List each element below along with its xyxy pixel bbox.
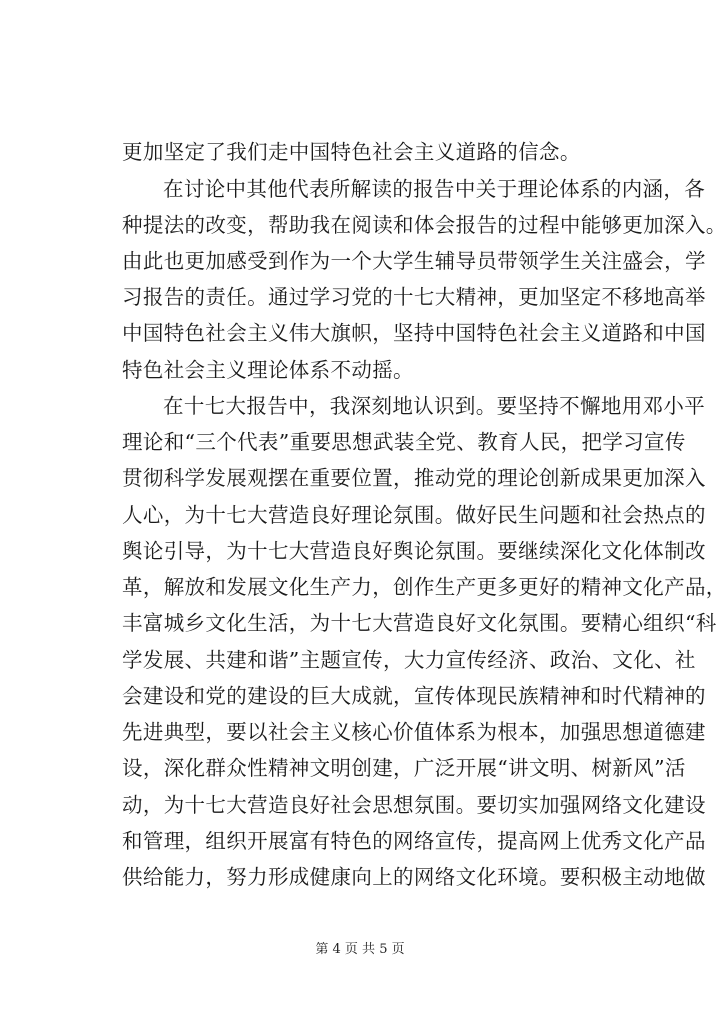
text-line-9: 理论和“三个代表”重要思想武装全党、教育人民，把学习宣传	[122, 430, 686, 454]
text-line-1: 更加坚定了我们走中国特色社会主义道路的信念。	[122, 140, 581, 164]
text-line-12: 舆论引导，为十七大营造良好舆论氛围。要继续深化文化体制改	[122, 539, 706, 563]
text-line-8: 在十七大报告中，我深刻地认识到。要坚持不懈地用邓小平	[163, 394, 706, 418]
text-line-20: 和管理，组织开展富有特色的网络宣传，提高网上优秀文化产品	[122, 829, 706, 853]
text-line-11: 人心，为十七大营造良好理论氛围。做好民生问题和社会热点的	[122, 503, 706, 527]
page-number-footer: 第 4 页 共 5 页	[315, 942, 405, 957]
text-line-19: 动，为十七大营造良好社会思想氛围。要切实加强网络文化建设	[122, 793, 706, 817]
text-line-10: 贯彻科学发展观摆在重要位置，推动党的理论创新成果更加深入	[122, 466, 706, 490]
text-line-3: 种提法的改变，帮助我在阅读和体会报告的过程中能够更加深入。	[122, 213, 727, 237]
text-line-7: 特色社会主义理论体系不动摇。	[122, 358, 414, 382]
text-line-17: 先进典型，要以社会主义核心价值体系为根本，加强思想道德建	[122, 720, 706, 744]
text-line-5: 习报告的责任。通过学习党的十七大精神，更加坚定不移地高举	[122, 285, 706, 309]
text-line-2: 在讨论中其他代表所解读的报告中关于理论体系的内涵，各	[163, 177, 706, 201]
text-line-4: 由此也更加感受到作为一个大学生辅导员带领学生关注盛会，学	[122, 249, 706, 273]
text-line-15: 学发展、共建和谐”主题宣传，大力宣传经济、政治、文化、社	[122, 648, 696, 672]
text-line-13: 革，解放和发展文化生产力，创作生产更多更好的精神文化产品，	[122, 575, 727, 599]
text-line-16: 会建设和党的建设的巨大成就，宣传体现民族精神和时代精神的	[122, 684, 706, 708]
text-line-6: 中国特色社会主义伟大旗帜，坚持中国特色社会主义道路和中国	[122, 321, 706, 345]
text-line-21: 供给能力，努力形成健康向上的网络文化环境。要积极主动地做	[122, 865, 706, 889]
text-line-14: 丰富城乡文化生活，为十七大营造良好文化氛围。要精心组织“科	[122, 611, 717, 635]
text-line-18: 设，深化群众性精神文明创建，广泛开展“讲文明、树新风”活	[122, 756, 686, 780]
